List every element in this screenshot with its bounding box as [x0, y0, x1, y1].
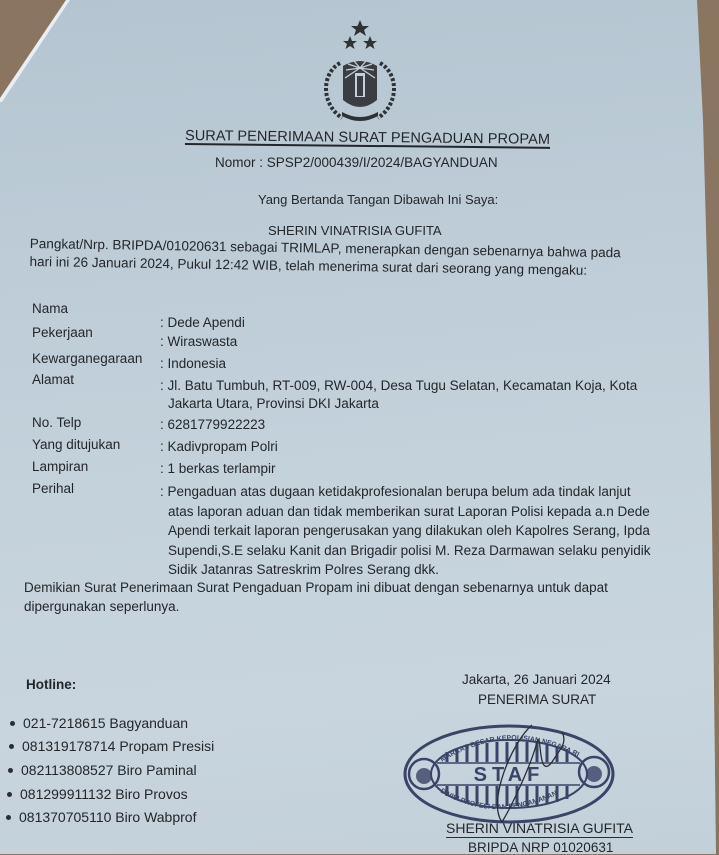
field-value: : Dede Apendi [160, 315, 245, 330]
field-value [160, 377, 637, 412]
field-label: Perihal [32, 481, 75, 496]
bullet-icon [7, 792, 12, 797]
field-label: Lampiran [32, 459, 89, 474]
signed-intro: Yang Bertanda Tangan Dibawah Ini Saya: [258, 192, 499, 207]
field-label: Pekerjaan [32, 325, 93, 340]
field-value-line: Supendi,S.E selaku Kanit dan Brigadir polisi M. Reza Darmawan selaku penyidik [168, 542, 651, 558]
field-value-line: : Pengaduan atas dugaan ketidakprofesionalan berupa belum ada tindak lanjut [160, 484, 631, 499]
hotline-item: 021-7218615 Bagyanduan [10, 715, 188, 731]
stamp-top-text: MARKAS BESAR KEPOLISIAN NEGARA RI [439, 734, 581, 764]
field-label: Alamat [32, 372, 75, 387]
hotline-item: 081370705110 Biro Wabprof [6, 809, 196, 825]
bullet-icon [6, 815, 11, 820]
signer-rank-nrp: BRIPDA NRP 01020631 [468, 840, 614, 855]
bullet-icon [9, 744, 14, 749]
polri-emblem-icon [310, 18, 410, 128]
field-value: : 1 berkas terlampir [160, 461, 276, 476]
signer-name-footer: SHERIN VINATRISIA GUFITA [446, 820, 633, 836]
closing-line: dipergunakan seperlunya. [24, 599, 180, 614]
hotline-item: 082113808527 Biro Paminal [8, 762, 197, 778]
document-number: Nomor : SPSP2/000439/I/2024/BAGYANDUAN [215, 155, 498, 170]
place-date: Jakarta, 26 Januari 2024 [462, 672, 611, 687]
closing-line: Demikian Surat Penerimaan Surat Pengaduan Propam ini dibuat dengan sebenarnya untuk dapat [24, 580, 608, 595]
bullet-icon [8, 768, 13, 773]
stamp-bottom-text: DIVISI PROFESI DAN PENGAMANAN [439, 787, 559, 812]
field-value-line: Sidik Jatanras Satreskrim Polres Serang dkk. [168, 562, 439, 577]
document-title: SURAT PENERIMAAN SURAT PENGADUAN PROPAM [184, 128, 551, 148]
stamp-center-text: STAF [473, 764, 545, 786]
svg-text:MARKAS BESAR KEPOLISIAN NEGARA [439, 735, 580, 764]
receiver-role: PENERIMA SURAT [478, 692, 597, 707]
field-value [160, 482, 651, 580]
field-value-line: Apendi terkait laporan pengerusakan yang dilakukan oleh Kapolres Serang, Ipda [168, 523, 650, 538]
field-value-line: atas laporan aduan dan tidak memberikan surat Laporan Polisi kepada a.n Dede [168, 503, 650, 519]
field-value: : 6281779922223 [160, 417, 266, 432]
signer-name: SHERIN VINATRISIA GUFITA [268, 223, 442, 238]
field-value: : Kadivpropam Polri [160, 439, 278, 454]
field-value: : Indonesia [160, 356, 227, 371]
field-value: : Wiraswasta [160, 334, 238, 349]
field-label: Kewarganegaraan [32, 351, 143, 366]
closing-paragraph [24, 578, 608, 616]
hotline-item: 081319178714 Propam Presisi [9, 738, 214, 754]
field-label: Nama [32, 301, 69, 316]
intro-line: hari ini 26 Januari 2024, Pukul 12:42 WIB, telah menerima surat dari seorang yang mengaku: [29, 253, 588, 278]
field-label: Yang ditujukan [32, 437, 121, 452]
bullet-icon [10, 721, 15, 726]
official-stamp [402, 722, 617, 827]
hotline-heading: Hotline: [26, 677, 77, 692]
field-label: No. Telp [32, 415, 82, 430]
field-value-line: Jakarta Utara, Provinsi DKI Jakarta [168, 395, 379, 411]
field-value-line: : Jl. Batu Tumbuh, RT-009, RW-004, Desa Tugu Selatan, Kecamatan Koja, Kota [160, 378, 638, 393]
hotline-item: 081299911132 Biro Provos [7, 786, 188, 802]
intro-line: Pangkat/Nrp. BRIPDA/01020631 sebagai TRIMLAP, menerapkan dengan sebenarnya bahwa pada [29, 235, 621, 261]
